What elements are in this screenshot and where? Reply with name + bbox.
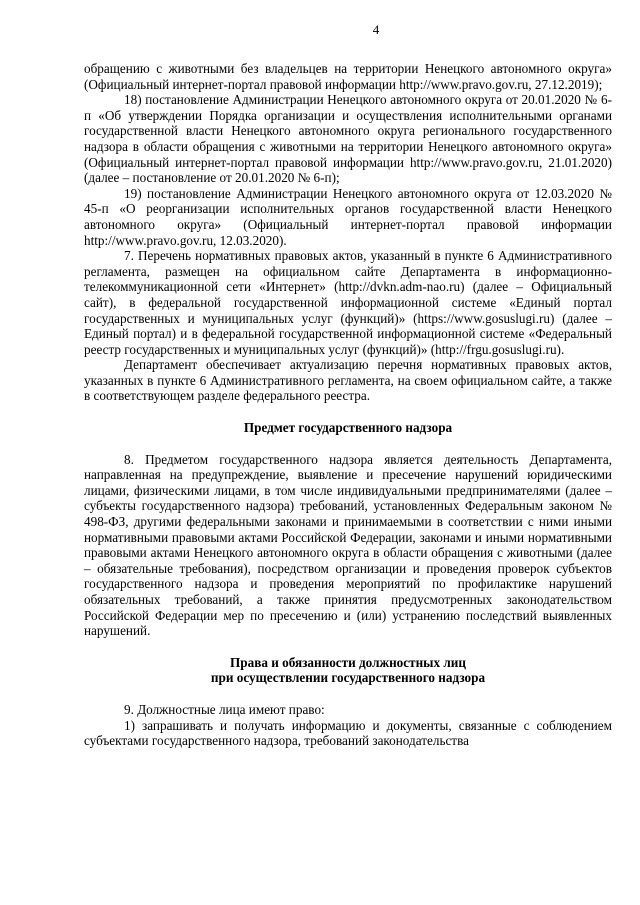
- paragraph-9-item-1: 1) запрашивать и получать информацию и документы, связанные с соблюдением субъектами государственного надзора, требований законодательства: [84, 717, 612, 749]
- paragraph-item-19: 19) постановление Администрации Ненецкого автономного округа от 12.03.2020 № 45-п «О реорганизации исполнительных органов государственной власти Ненецкого автономного округа» (Официальный интернет-портал правовой информации http://www.pravo.gov.ru, 12.03.2020).: [84, 185, 612, 248]
- paragraph-item-18: 18) постановление Администрации Ненецкого автономного округа от 20.01.2020 № 6-п «Об утверждении Порядка организации и осуществления исполнительными органами государственной власти Ненецкого автономного округа регионального государственного надзора в области обращения с животными на территории Ненецкого автономного округа» (Официальный интернет-портал правовой информации http://www.pravo.gov.ru, 21.01.2020) (далее – постановление от 20.01.2020 № 6-п);: [84, 92, 612, 186]
- paragraph-actualization: Департамент обеспечивает актуализацию перечня нормативных правовых актов, указанных в пункте 6 Административного регламента, на своем официальном сайте, а также в соответствующем разделе федерального реестра.: [84, 357, 612, 404]
- section-heading-rights-line2: при осуществлении государственного надзора: [210, 670, 486, 686]
- section-heading-subject: Предмет государственного надзора: [243, 420, 453, 436]
- paragraph-8: 8. Предметом государственного надзора является деятельность Департамента, направленная на предупреждение, выявление и пресечение нарушений юридическими лицами, физическими лицами, в том числе индивидуальными предпринимателями (далее – субъекты государственного надзора) требований, установленных Федеральным законом № 498-ФЗ, другими федеральными законами и принимаемыми в соответствии с ними иными нормативными правовыми актами Российской Федерации, законами и иными нормативными правовыми актами Ненецкого автономного округа в области обращения с животными (далее – обязательные требования), посредством организации и проведения проверок субъектов государственного надзора и проведения мероприятий по профилактике нарушений обязательных требований, а также принятия предусмотренных законодательством Российской Федерации мер по пресечению и (или) устранению последствий выявленных нарушений.: [84, 451, 612, 639]
- section-heading-rights-line1: Права и обязанности должностных лиц: [230, 654, 466, 670]
- paragraph-continuation: обращению с животными без владельцев на территории Ненецкого автономного округа» (Официальный интернет-портал правовой информации http://www.pravo.gov.ru, 27.12.2019);: [84, 61, 612, 92]
- page-number: 4: [372, 22, 380, 37]
- paragraph-9: 9. Должностные лица имеют право:: [124, 701, 325, 717]
- paragraph-7: 7. Перечень нормативных правовых актов, указанный в пункте 6 Административного регламента, размещен на официальном сайте Департамента в информационно-телекоммуникационной сети «Интернет» (http://dvkn.adm-nao.ru) (далее – Официальный сайт), в федеральной государственной информационной системе «Единый портал государственных и муниципальных услуг (функций)» (https://www.gosuslugi.ru) (далее – Единый портал) и в федеральной государственной информационной системе «Федеральный реестр государственных и муниципальных услуг (функций)» (http://frgu.gosuslugi.ru).: [84, 248, 612, 357]
